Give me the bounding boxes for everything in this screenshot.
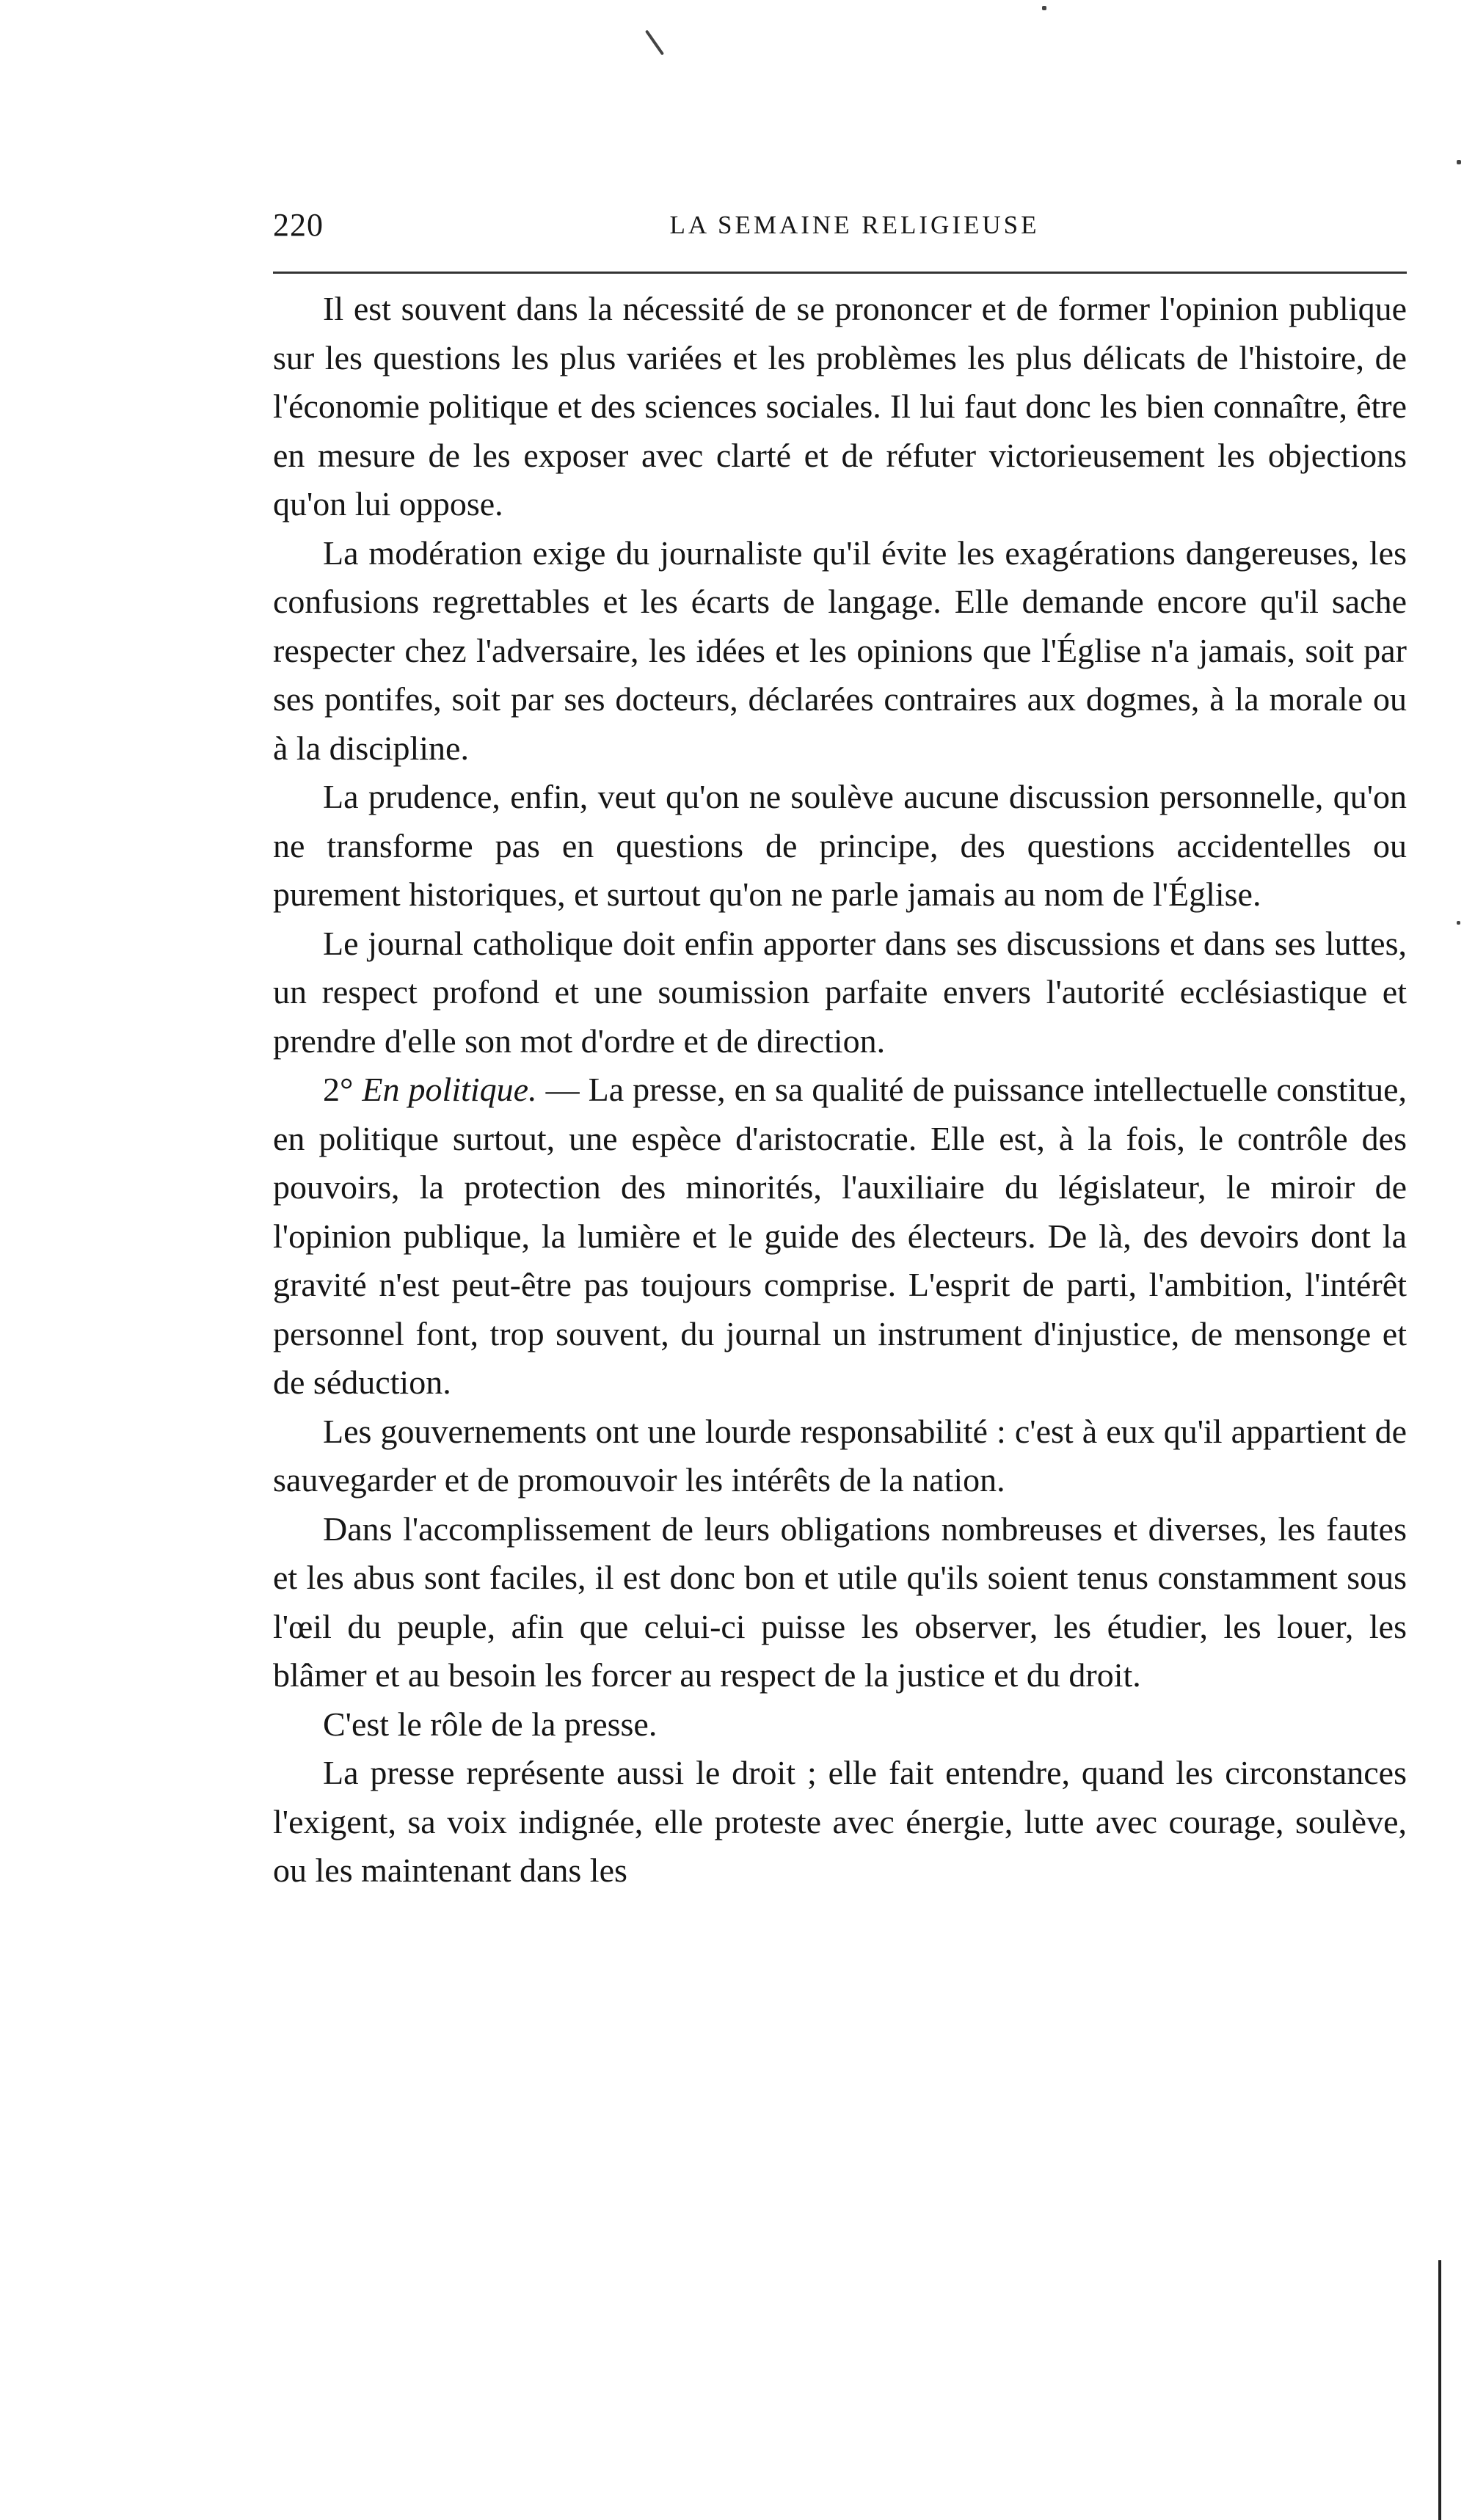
paragraph-1: Il est souvent dans la nécessité de se prononcer et de former l'opinion publique sur les questions les plus variées et les problèmes les plus délicats de l'histoire, de l'économie politique et des sciences sociales. Il lui faut donc les bien connaître, être en mesure de les exposer avec clarté et de réfuter victorieusement les objections qu'on lui oppose. bbox=[273, 290, 1407, 522]
scan-speck bbox=[1042, 6, 1046, 10]
paragraph-7: Dans l'accomplissement de leurs obligations nombreuses et diverses, les fautes et les abus sont faciles, il est donc bon et utile qu'ils soient tenus constamment sous l'œil du peuple, afin que celui-ci puisse les observer, les étudier, les louer, les blâmer et au besoin les forcer au respect de la justice et du droit. bbox=[273, 1510, 1407, 1694]
paragraph-4: Le journal catholique doit enfin apporter dans ses discussions et dans ses luttes, un respect profond et une soumission parfaite envers l'autorité ecclésiastique et prendre d'elle son mot d'ordre et de direction. bbox=[273, 924, 1407, 1060]
paragraph-5-text: — La presse, en sa qualité de puissance intellectuelle constitue, en politique surtout, une espèce d'aristocratie. Elle est, à la fois, le contrôle des pouvoirs, la protection des minorités, l'auxiliaire du législateur, le miroir de l'opinion publique, la lumière et le guide des électeurs. De là, des devoirs dont la gravité n'est peut-être pas toujours comprise. L'esprit de parti, l'ambition, l'intérêt personnel font, trop souvent, du journal un instrument d'injustice, de mensonge et de séduction. bbox=[273, 1071, 1407, 1401]
paragraph-8: C'est le rôle de la presse. bbox=[323, 1705, 658, 1743]
paragraph-5 bbox=[273, 1066, 1407, 1408]
section-number: 2° bbox=[323, 1071, 363, 1108]
scan-speck bbox=[645, 29, 664, 55]
page-header bbox=[273, 200, 1407, 251]
scan-speck bbox=[1457, 921, 1460, 925]
paragraph-6: Les gouvernements ont une lourde responsabilité : c'est à eux qu'il appartient de sauvegarder et de promouvoir les intérêts de la nation. bbox=[273, 1412, 1407, 1498]
paragraph-3: La prudence, enfin, veut qu'on ne soulève aucune discussion personnelle, qu'on ne transforme pas en questions de principe, des questions accidentelles ou purement historiques, et surtout qu'on ne parle jamais au nom de l'Église. bbox=[273, 778, 1407, 913]
header-rule bbox=[273, 272, 1407, 274]
section-heading: En politique. bbox=[362, 1071, 537, 1108]
paragraph-2: La modération exige du journaliste qu'il évite les exagérations dangereuses, les confusions regrettables et les écarts de langage. Elle demande encore qu'il sache respecter chez l'adversaire, les idées et les opinions que l'Église n'a jamais, soit par ses pontifes, soit par ses docteurs, déclarées contraires aux dogmes, à la morale ou à la discipline. bbox=[273, 534, 1407, 767]
paragraph-9: La presse représente aussi le droit ; elle fait entendre, quand les circonstances l'exigent, sa voix indignée, elle proteste avec énergie, lutte avec courage, soulève, ou les maintenant dans les bbox=[273, 1754, 1407, 1889]
body-text bbox=[273, 285, 1407, 1896]
scan-speck bbox=[1457, 160, 1461, 164]
scan-edge-line bbox=[1438, 2260, 1441, 2520]
page-number: 220 bbox=[273, 207, 324, 243]
running-title: LA SEMAINE RELIGIEUSE bbox=[669, 211, 1040, 239]
